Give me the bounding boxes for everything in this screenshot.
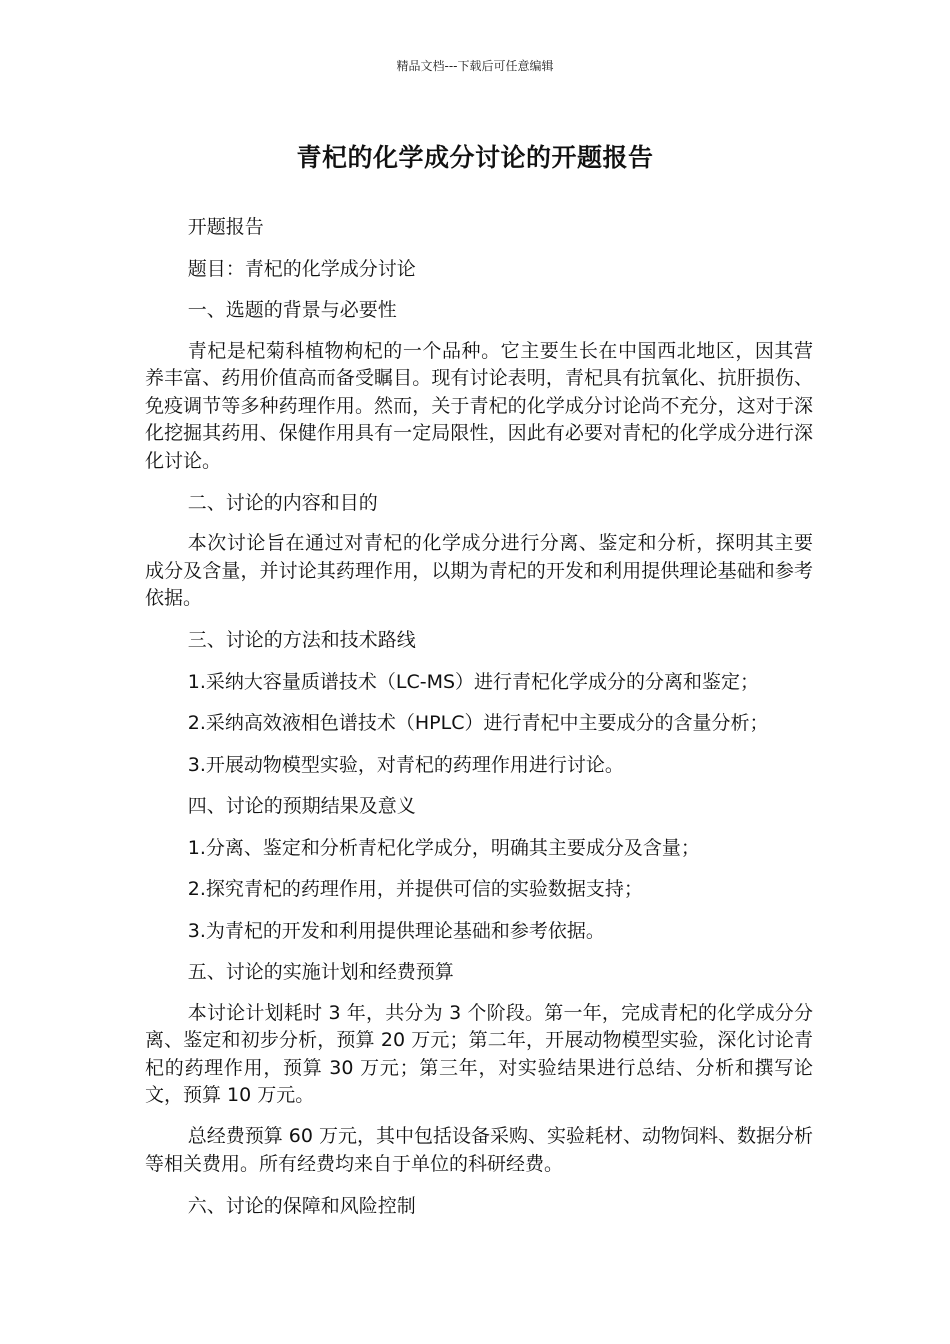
section-heading-2: 二、讨论的内容和目的 <box>187 491 378 514</box>
section-heading-5: 五、讨论的实施计划和经费预算 <box>187 961 454 983</box>
result-item-3: 3.为青杞的开发和利用提供理论基础和参考依据。 <box>187 919 605 942</box>
method-item-1: 1.采纳大容量质谱技术（LC-MS）进行青杞化学成分的分离和鉴定； <box>187 670 760 693</box>
paragraph-content-purpose: 本次讨论旨在通过对青杞的化学成分进行分离、鉴定和分析，探明其主要成分及含量，并讨论其药理作用，以期为青杞的开发和利用提供理论基础和参考依据。 <box>145 532 813 609</box>
paragraph-background: 青杞是杞菊科植物枸杞的一个品种。它主要生长在中国西北地区，因其营养丰富、药用价值高而备受瞩目。现有讨论表明，青杞具有抗氧化、抗肝损伤、免疫调节等多种药理作用。然而，关于青杞的化学成分讨论尚不充分，这对于深化挖掘其药用、保健作用具有一定局限性，因此有必要对青杞的化学成分进行深化讨论。 <box>145 339 813 472</box>
paragraph-topic: 题目：青杞的化学成分讨论 <box>187 257 416 280</box>
paragraph-report-label: 开题报告 <box>187 216 264 238</box>
method-item-2: 2.采纳高效液相色谱技术（HPLC）进行青杞中主要成分的含量分析； <box>187 712 769 734</box>
section-heading-6: 六、讨论的保障和风险控制 <box>187 1194 416 1217</box>
section-heading-3: 三、讨论的方法和技术路线 <box>187 629 416 651</box>
result-item-1: 1.分离、鉴定和分析青杞化学成分，明确其主要成分及含量； <box>187 836 700 859</box>
document-title: 青杞的化学成分讨论的开题报告 <box>296 143 654 172</box>
section-heading-1: 一、选题的背景与必要性 <box>187 299 397 321</box>
result-item-2: 2.探究青杞的药理作用，并提供可信的实验数据支持； <box>187 878 643 900</box>
page-header: 精品文档---下载后可任意编辑 <box>396 59 554 73</box>
method-item-3: 3.开展动物模型实验，对青杞的药理作用进行讨论。 <box>187 753 624 776</box>
section-heading-4: 四、讨论的预期结果及意义 <box>187 795 416 817</box>
document-body <box>145 213 813 1233</box>
paragraph-plan: 本讨论计划耗时 3 年，共分为 3 个阶段。第一年，完成青杞的化学成分分离、鉴定和初步分析，预算 20 万元；第二年，开展动物模型实验，深化讨论青杞的药理作用，预算 30 万元；第三年，对实验结果进行总结、分析和撰写论文，预算 10 万元。 <box>145 1001 813 1106</box>
paragraph-budget: 总经费预算 60 万元，其中包括设备采购、实验耗材、动物饲料、数据分析等相关费用。所有经费均来自于单位的科研经费。 <box>145 1125 814 1175</box>
